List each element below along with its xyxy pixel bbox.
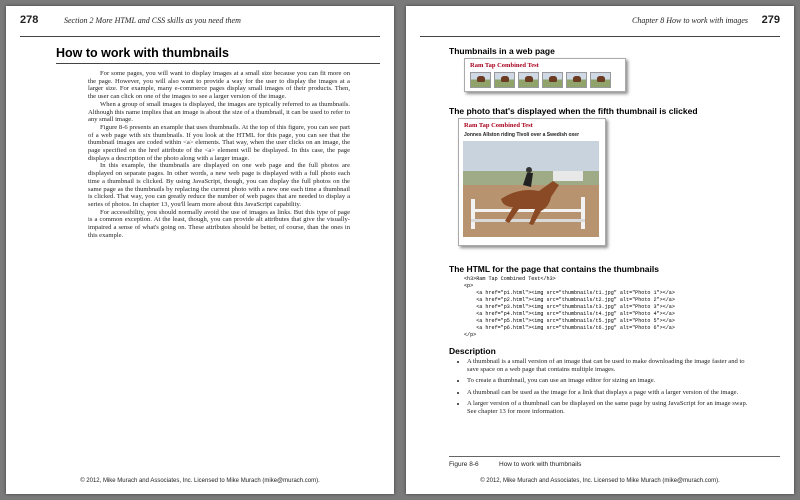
right-footer: © 2012, Mike Murach and Associates, Inc. Licensed to Mike Murach (mike@murach.com). <box>480 478 720 484</box>
left-page <box>6 6 394 494</box>
code-line: <a href="p5.html"><img src="thumbnails/t5.jpg" alt="Photo 5"></a> <box>464 318 675 324</box>
paragraph: For some pages, you will want to display images at a small size because you can fit more on the page. However, you will also want to provide a way for the user to display the images at a larger size. For example, many e-commerce pages display small images of their products. Then, the user can click on one of the images to see a larger version of the image. <box>88 70 350 101</box>
right-page-number: 279 <box>761 14 780 26</box>
code-line: </p> <box>464 332 477 338</box>
thumbnail-image[interactable] <box>542 72 563 88</box>
right-page <box>406 6 794 494</box>
thumbnails-screenshot <box>464 58 626 92</box>
heading-html: The HTML for the page that contains the thumbnails <box>449 264 659 274</box>
right-running-header <box>420 16 780 32</box>
thumbnail-image[interactable] <box>470 72 491 88</box>
thumbnail-strip <box>470 72 620 88</box>
left-footer: © 2012, Mike Murach and Associates, Inc. Licensed to Mike Murach (mike@murach.com). <box>80 478 320 484</box>
right-header-rule <box>420 36 780 37</box>
body-text <box>88 70 350 239</box>
code-line: <p> <box>464 283 474 289</box>
thumbnail-image[interactable] <box>566 72 587 88</box>
list-item: • A thumbnail can be used as the image for a link that displays a page with a larger version of the image. <box>467 389 757 397</box>
thumbnail-image[interactable] <box>518 72 539 88</box>
code-line: <a href="p4.html"><img src="thumbnails/t4.jpg" alt="Photo 4"></a> <box>464 311 675 317</box>
figure-rule <box>449 456 780 457</box>
figure-number: Figure 8-6 <box>449 461 479 468</box>
paragraph: For accessibility, you should normally avoid the use of images as links. But this type of page is a common exception. At the least, though, you can provide alt attributes that give the visually-impaired a sense of what's going on. These attributes should be better, of course, than the ones in this example. <box>88 208 350 239</box>
paragraph: In this example, the thumbnails are displayed on one web page and the full photos are displayed on separate pages. In other words, a new web page is displayed with a full photo each time a thumbnail is clicked. By using JavaScript, though, you can display the full photos on the same page as the thumbnails by replacing the current photo with a new one each time a thumbnail is clicked. That way, you can greatly reduce the number of web pages that are needed to display a series of photos. In chapter 13, you'll learn more about this JavaScript capability. <box>88 162 350 208</box>
left-header-rule <box>20 36 380 37</box>
list-item: • A thumbnail is a small version of an image that can be used to make downloading the image faster and to save space on a web page that contains multiple images. <box>467 358 757 374</box>
figure-title: How to work with thumbnails <box>499 461 582 468</box>
heading-photo: The photo that's displayed when the fifth thumbnail is clicked <box>449 106 698 116</box>
code-line: <a href="p1.html"><img src="thumbnails/t1.jpg" alt="Photo 1"></a> <box>464 290 675 296</box>
code-line: <h3>Ram Tap Combined Test</h3> <box>464 276 556 282</box>
code-line: <a href="p3.html"><img src="thumbnails/t3.jpg" alt="Photo 3"></a> <box>464 304 675 310</box>
heading-description: Description <box>449 346 496 356</box>
screenshot-title: Ram Tap Combined Test <box>470 62 539 69</box>
list-item: • To create a thumbnail, you can use an image editor for sizing an image. <box>467 377 757 385</box>
left-section-label: Section 2 More HTML and CSS skills as you need them <box>64 16 241 25</box>
description-list <box>458 358 757 419</box>
code-line: <a href="p6.html"><img src="thumbnails/t6.jpg" alt="Photo 6"></a> <box>464 325 675 331</box>
photo-caption: Jonnes Allston riding Tivoli over a Swedish oxer <box>464 132 580 138</box>
photo-screenshot <box>458 118 606 246</box>
list-item: • A larger version of a thumbnail can be displayed on the same page by using JavaScript for an image swap. See chapter 13 for more information. <box>467 400 757 416</box>
left-running-header <box>20 16 380 32</box>
code-block <box>464 276 675 339</box>
horse-photo-image <box>463 141 599 237</box>
thumbnail-image[interactable] <box>494 72 515 88</box>
horse-jumping-photo <box>463 141 599 237</box>
heading-thumbnails: Thumbnails in a web page <box>449 46 555 56</box>
thumbnail-image[interactable] <box>590 72 611 88</box>
photo-screenshot-title: Ram Tap Combined Test <box>464 122 533 129</box>
title-rule <box>56 63 380 64</box>
left-page-number: 278 <box>20 14 39 26</box>
figure-caption <box>449 461 581 468</box>
page-title: How to work with thumbnails <box>56 46 229 60</box>
chapter-label: Chapter 8 How to work with images <box>631 16 748 25</box>
code-line: <a href="p2.html"><img src="thumbnails/t2.jpg" alt="Photo 2"></a> <box>464 297 675 303</box>
paragraph: Figure 8-6 presents an example that uses thumbnails. At the top of this figure, you can see part of a web page with six thumbnails. If you look at the HTML for this page, you can see that the thumbnail images are coded within <a> elements. That way, when the user clicks on an image, the page specified on the href attribute of the <a> element will be displayed. In this case, the page displays a description of the photo along with a larger image. <box>88 123 350 162</box>
paragraph: When a group of small images is displayed, the images are typically referred to as thumbnails. Although this name implies that an image is about the size of a thumbnail, it can be used to refer to any small image. <box>88 100 350 124</box>
